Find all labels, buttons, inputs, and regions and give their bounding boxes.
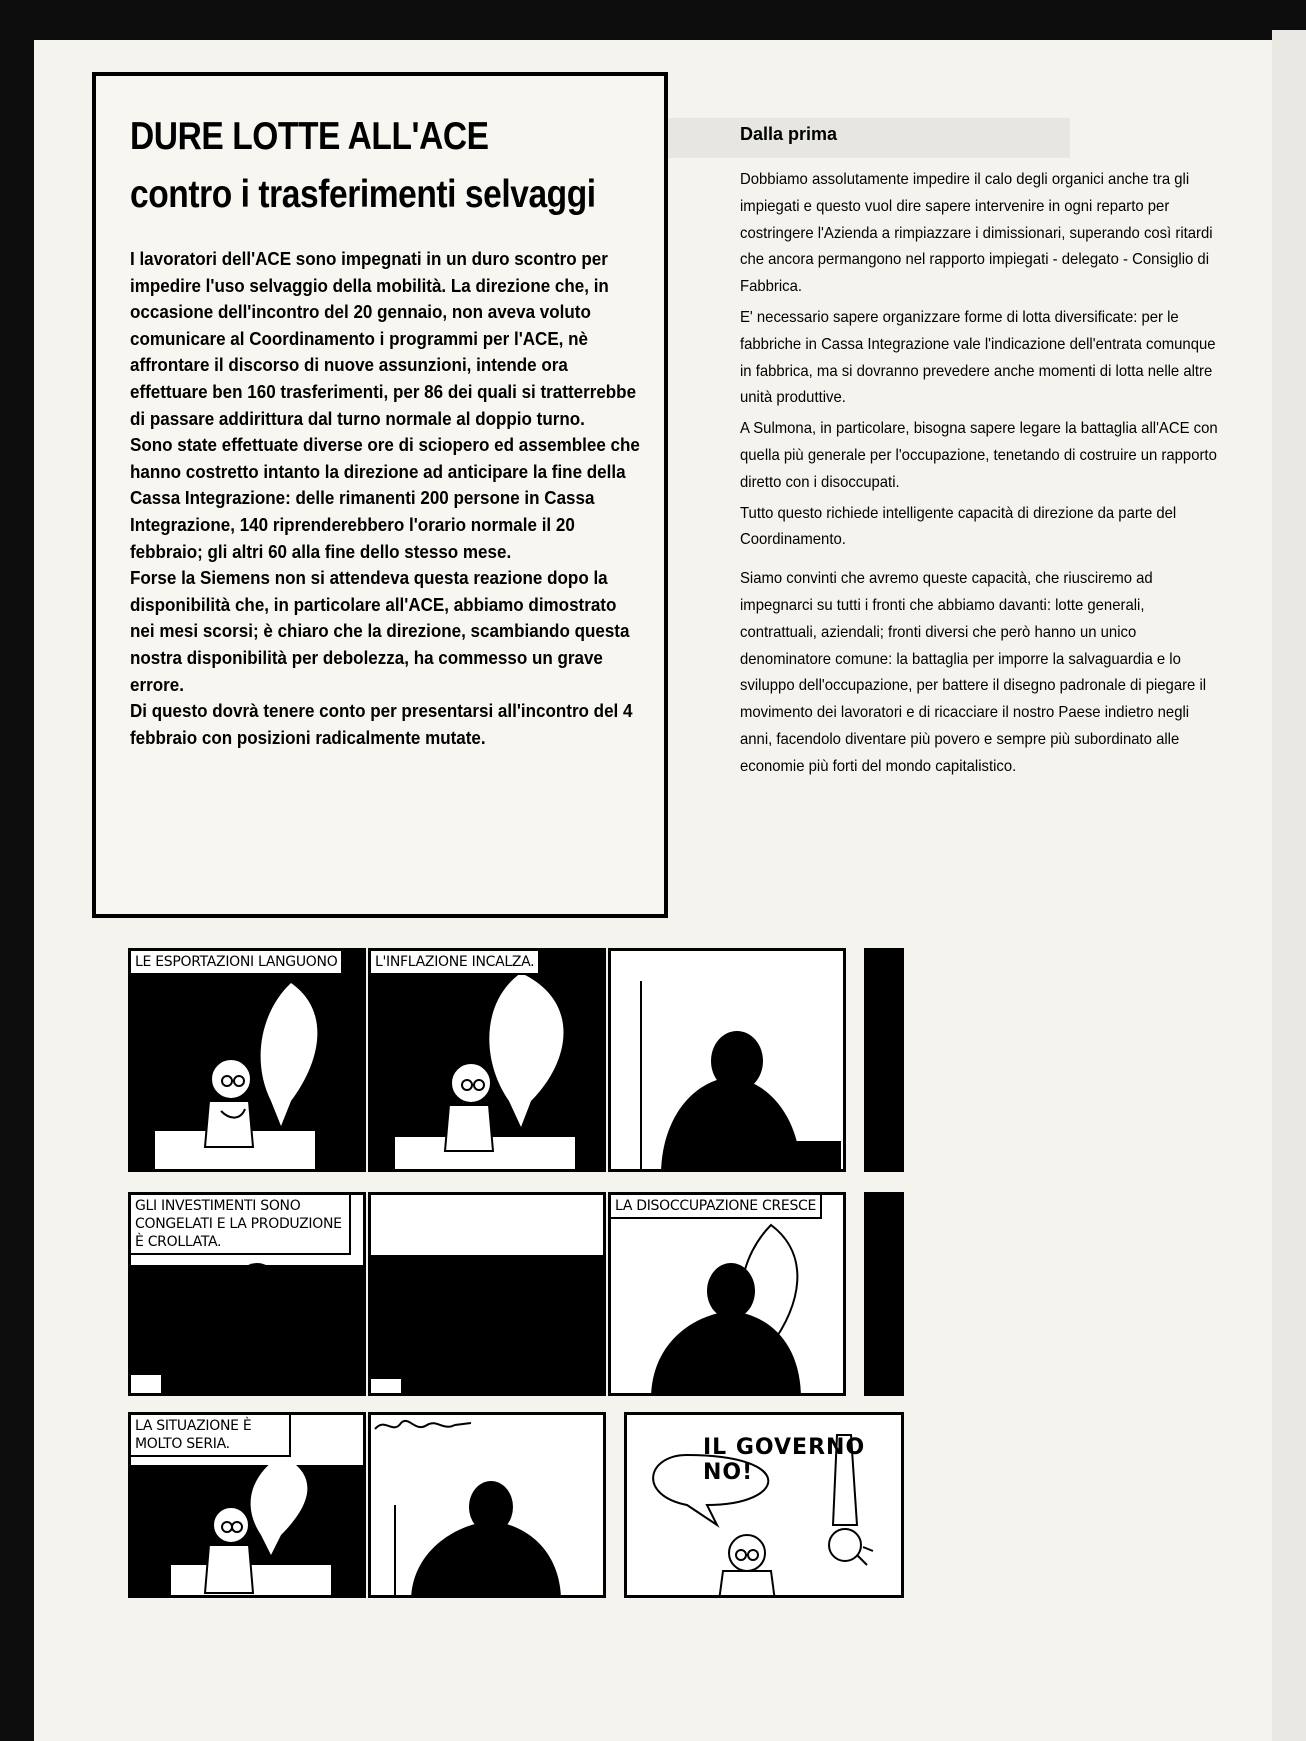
column-paragraph: A Sulmona, in particolare, bisogna sapere legare la battaglia all'ACE con quella più generale per l'occupazione, tenetando di costruire un rapporto diretto con i disoccupati. — [740, 420, 1218, 491]
comic-caption: LA DISOCCUPAZIONE CRESCE — [611, 1195, 822, 1219]
column-title: Dalla prima — [740, 124, 838, 144]
comic-strip — [128, 948, 904, 1598]
article-paragraph: Forse la Siemens non si attendeva questa reazione dopo la disponibilità che, in particolare all'ACE, abbiamo dimostrato nei mesi scorsi; è chiaro che la direzione, scambiando questa nostra disponibilità per debolezza, ha commesso un grave errore. — [130, 567, 630, 695]
column-paragraph: E' necessario sapere organizzare forme di lotta diversificate: per le fabbriche in Cassa Integrazione vale l'indicazione dell'entrata comunque in fabbrica, ma si dovranno prevedere anche momenti di lotta nelle altre unità produttive. — [740, 308, 1216, 407]
comic-panel-5 — [128, 1192, 366, 1396]
comic-speech: IL GOVERNO NO! — [703, 1435, 866, 1485]
next-page-edge — [1272, 30, 1306, 1741]
comic-panel-9 — [128, 1412, 366, 1598]
figure-back-icon — [611, 951, 846, 1172]
figure-back-icon — [611, 1195, 846, 1396]
comic-panel-6 — [368, 1192, 606, 1396]
comic-panel-8 — [864, 1192, 904, 1396]
article-box — [92, 72, 668, 918]
comic-caption: LE ESPORTAZIONI LANGUONO — [131, 951, 343, 975]
column-paragraph: Tutto questo richiede intelligente capacità di direzione da parte del Coordinamento. — [740, 504, 1177, 549]
figure-thinking-icon — [131, 951, 366, 1172]
figure-back-icon — [371, 1415, 606, 1598]
article-body — [130, 246, 645, 751]
article-paragraph: Sono state effettuate diverse ore di sciopero ed assemblee che hanno costretto intanto la direzione ad anticipare la fine della Cassa Integrazione: delle rimanenti 200 persone in Cassa Integrazione, 140 riprenderebbero l'orario normale il 20 febbraio; gli altri 60 alla fine dello stesso mese. — [130, 434, 640, 562]
article-subheadline: contro i trasferimenti selvaggi — [130, 173, 596, 216]
column-paragraph: Siamo convinti che avremo queste capacità, che riusciremo ad impegnarci su tutti i fronti che abbiamo davanti: lotte generali, contrattuali, aziendali; fronti diversi che però hanno un unico denominatore comune: la battaglia per imporre la salvaguardia e lo sviluppo dell'occupazione, per battere il disegno padronale di piegare il movimento dei lavoratori e di ricacciare il nostro Paese indietro negli anni, facendolo diventare più povero e sempre più subordinato alle economie più forti del mondo capitalistico. — [740, 570, 1207, 775]
comic-panel-1 — [128, 948, 366, 1172]
column-paragraph: Dobbiamo assolutamente impedire il calo degli organici anche tra gli impiegati e questo vuol dire sapere intervenire in ogni reparto per costringere l'Azienda a rimpiazzare i dimissionari, superando così ritardi che ancora permangono nel rapporto impiegati - delegato - Consiglio di Fabbrica. — [740, 171, 1213, 296]
column-body — [740, 167, 1224, 781]
figure-back-icon — [371, 1195, 606, 1396]
comic-panel-11 — [624, 1412, 904, 1598]
comic-panel-10 — [368, 1412, 606, 1598]
artist-signature-icon — [371, 1415, 491, 1437]
comic-panel-3 — [608, 948, 846, 1172]
continued-column — [740, 124, 1240, 785]
article-headline: DURE LOTTE ALL'ACE — [130, 115, 489, 158]
comic-panel-4 — [864, 948, 904, 1172]
article-paragraph: Di questo dovrà tenere conto per presentarsi all'incontro del 4 febbraio con posizioni radicalmente mutate. — [130, 700, 633, 748]
comic-panel-2 — [368, 948, 606, 1172]
comic-caption: GLI INVESTIMENTI SONO CONGELATI E LA PRODUZIONE È CROLLATA. — [131, 1195, 351, 1255]
article-paragraph: I lavoratori dell'ACE sono impegnati in un duro scontro per impedire l'uso selvaggio della mobilità. La direzione che, in occasione dell'incontro del 20 gennaio, non aveva voluto comunicare al Coordinamento i programmi per l'ACE, nè affrontare il discorso di nuove assunzioni, intende ora effettuare ben 160 trasferimenti, per 86 dei quali si tratterrebbe di passare addirittura dal turno normale al doppio turno. — [130, 248, 637, 429]
comic-caption: L'INFLAZIONE INCALZA. — [371, 951, 540, 975]
comic-panel-7 — [608, 1192, 846, 1396]
figure-thinking-icon — [371, 951, 606, 1172]
comic-caption: LA SITUAZIONE È MOLTO SERIA. — [131, 1415, 291, 1457]
